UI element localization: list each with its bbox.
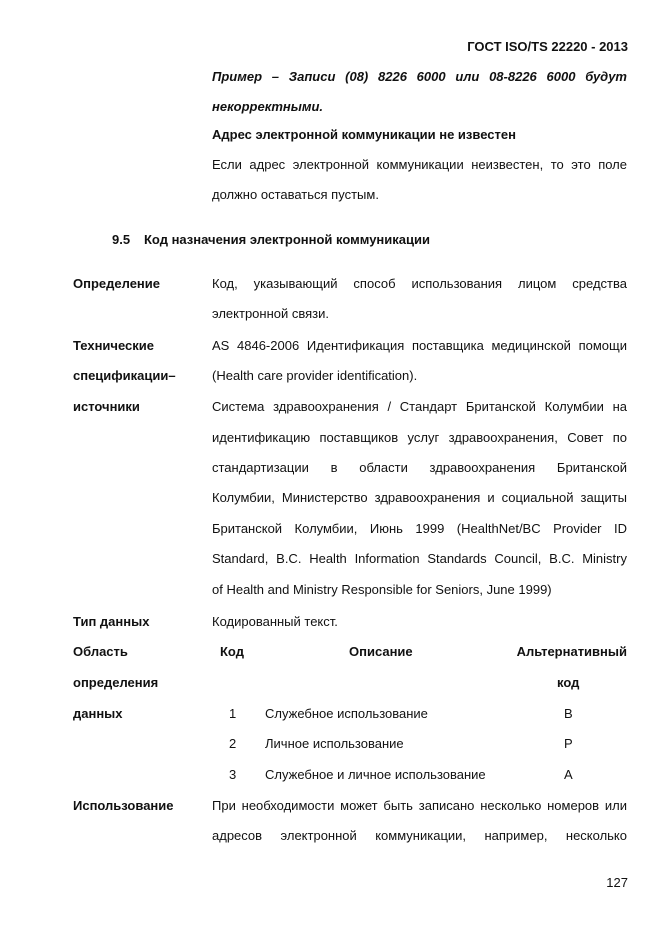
tech-spec-label-3: источники	[73, 399, 140, 414]
paragraph-line-1: Если адрес электронной коммуникации неизвестен, то это поле	[212, 157, 627, 172]
tech-spec-line: идентификацию поставщиков услуг здравоохранения, Совет по	[212, 430, 627, 445]
table-cell-description: Личное использование	[265, 736, 404, 751]
definition-line-2: электронной связи.	[212, 306, 330, 321]
definition-line-1: Код, указывающий способ использования лицом средства	[212, 276, 627, 291]
column-header-code: Код	[220, 644, 244, 659]
tech-spec-line: стандартизации в области здравоохранения Британской	[212, 460, 627, 475]
section-title: Код назначения электронной коммуникации	[144, 232, 430, 247]
domain-label-3: данных	[73, 706, 123, 721]
tech-spec-line: Standard, B.C. Health Information Standards Council, B.C. Ministry	[212, 551, 627, 566]
document-header: ГОСТ ISO/TS 22220 - 2013	[467, 39, 628, 54]
example-note-line-2: некорректными.	[212, 99, 323, 114]
tech-spec-line: Система здравоохранения / Стандарт Британской Колумбии на	[212, 399, 627, 414]
example-note-line-1: Пример – Записи (08) 8226 6000 или 08-8226 6000 будут	[212, 69, 627, 84]
tech-spec-line: AS 4846-2006 Идентификация поставщика медицинской помощи	[212, 338, 627, 353]
table-cell-description: Служебное использование	[265, 706, 428, 721]
table-cell-alt: A	[564, 767, 573, 782]
usage-label: Использование	[73, 798, 174, 813]
usage-line-1: При необходимости может быть записано несколько номеров или	[212, 798, 627, 813]
table-cell-code: 3	[229, 767, 237, 782]
tech-spec-label-2: спецификации–	[73, 368, 176, 383]
tech-spec-line: of Health and Ministry Responsible for Seniors, June 1999)	[212, 582, 552, 597]
subheading: Адрес электронной коммуникации не известен	[212, 127, 516, 142]
tech-spec-line: Британской Колумбии, Июнь 1999 (HealthNet/BC Provider ID	[212, 521, 627, 536]
tech-spec-line: (Health care provider identification).	[212, 368, 418, 383]
table-cell-code: 1	[229, 706, 237, 721]
section-number: 9.5	[112, 232, 131, 247]
domain-label-2: определения	[73, 675, 159, 690]
usage-line-2: адресов электронной коммуникации, например, несколько	[212, 828, 627, 843]
data-type-value: Кодированный текст.	[212, 614, 338, 629]
data-type-label: Тип данных	[73, 614, 150, 629]
table-cell-description: Служебное и личное использование	[265, 767, 486, 782]
paragraph-line-2: должно оставаться пустым.	[212, 187, 379, 202]
column-header-alt-2: код	[557, 675, 580, 690]
tech-spec-line: Колумбии, Министерство здравоохранения и социальной защиты	[212, 490, 627, 505]
table-cell-code: 2	[229, 736, 237, 751]
table-cell-alt: P	[564, 736, 573, 751]
column-header-description: Описание	[349, 644, 413, 659]
page-number: 127	[606, 875, 628, 890]
definition-label: Определение	[73, 276, 161, 291]
table-cell-alt: B	[564, 706, 573, 721]
domain-label-1: Область	[73, 644, 128, 659]
tech-spec-label-1: Технические	[73, 338, 154, 353]
column-header-alt-1: Альтернативный	[516, 644, 627, 659]
